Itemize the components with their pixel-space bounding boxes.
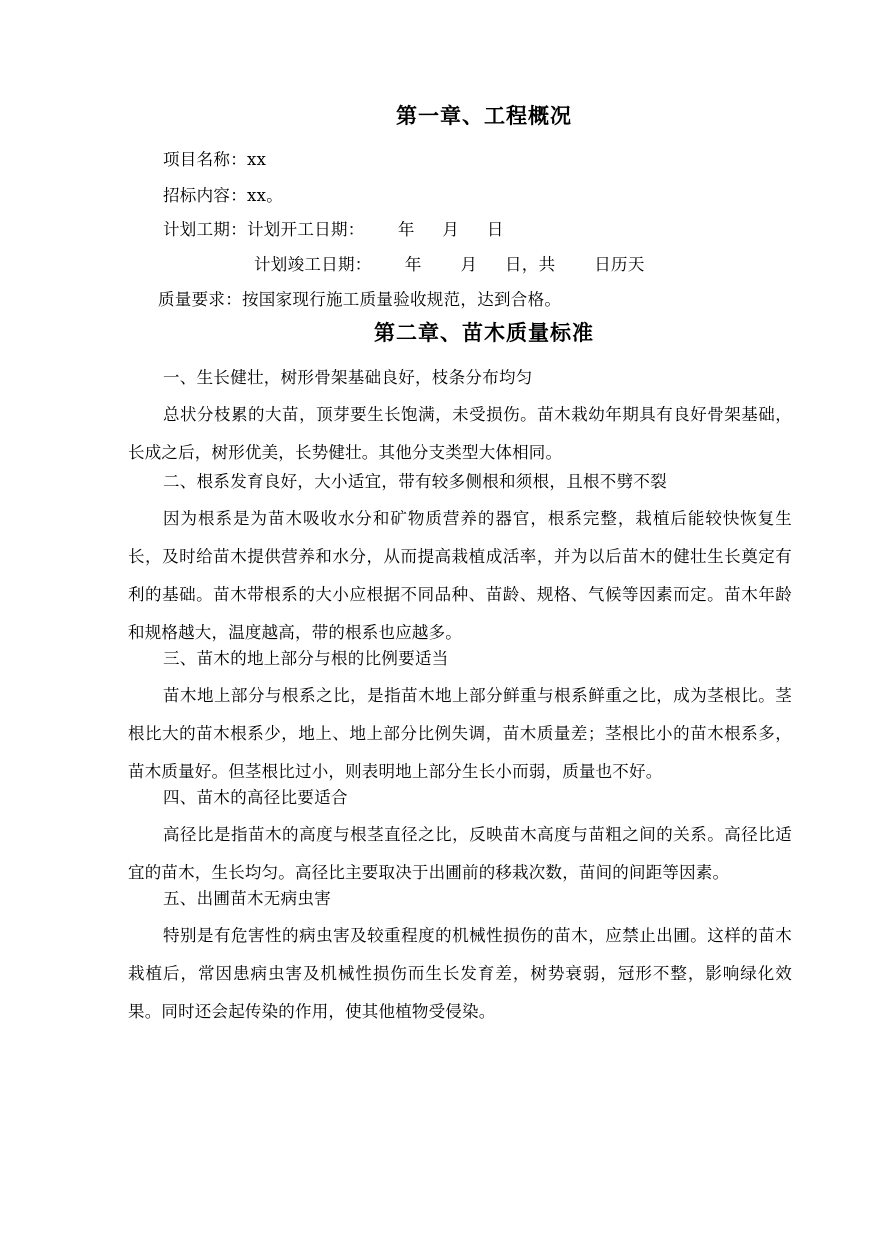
section-body-4: 高径比是指苗木的高度与根茎直径之比，反映苗木高度与苗粗之间的关系。高径比适宜的苗木，生长均匀。高径比主要取决于出圃前的移栽次数，苗间的间距等因素。 <box>128 825 792 882</box>
section-heading-3: 三、苗木的地上部分与根的比例要适当 <box>163 649 449 668</box>
section-body-2: 因为根系是为苗木吸收水分和矿物质营养的器官，根系完整，栽植后能较快恢复生长，及时给苗木提供营养和水分，从而提高栽植成活率，并为以后苗木的健壮生长奠定有利的基础。苗木带根系的大小应根据不同品种、苗龄、规格、气候等因素而定。苗木年龄和规格越大，温度越高，带的根系也应越多。 <box>128 509 792 642</box>
quality-requirement: 质量要求：按国家现行施工质量验收规范，达到合格。 <box>158 290 562 309</box>
section-heading-4: 四、苗木的高径比要适合 <box>163 788 348 807</box>
section-body-5: 特别是有危害性的病虫害及较重程度的机械性损伤的苗木，应禁止出圃。这样的苗木栽植后，常因患病虫害及机械性损伤而生长发育差，树势衰弱，冠形不整，影响绿化效果。同时还会起传染的作用，使其他植物受侵染。 <box>128 926 792 1021</box>
bid-content: 招标内容：xx。 <box>163 186 284 205</box>
section-heading-5: 五、出圃苗木无病虫害 <box>163 889 331 908</box>
section-body-3: 苗木地上部分与根系之比，是指苗木地上部分鲜重与根系鲜重之比，成为茎根比。茎根比大的苗木根系少，地上、地上部分比例失调，苗木质量差；茎根比小的苗木根系多，苗木质量好。但茎根比过小，则表明地上部分生长小而弱，质量也不好。 <box>128 686 792 781</box>
chapter-1-title: 第一章、工程概况 <box>396 104 572 128</box>
section-body-1: 总状分枝累的大苗，顶芽要生长饱满，未受损伤。苗木栽幼年期具有良好骨架基础，长成之后，树形优美，长势健壮。其他分支类型大体相同。 <box>128 405 792 462</box>
chapter-2-title: 第二章、苗木质量标准 <box>374 321 594 345</box>
section-heading-1: 一、生长健壮，树形骨架基础良好，枝条分布均匀 <box>163 368 533 387</box>
section-heading-2: 二、根系发育良好，大小适宜，带有较多侧根和须根，且根不劈不裂 <box>163 472 667 491</box>
schedule-end: 计划竣工日期： 年 月 日，共 日历天 <box>254 255 645 274</box>
schedule-start: 计划工期：计划开工日期： 年 月 日 <box>163 220 504 239</box>
project-name: 项目名称：xx <box>163 150 267 169</box>
